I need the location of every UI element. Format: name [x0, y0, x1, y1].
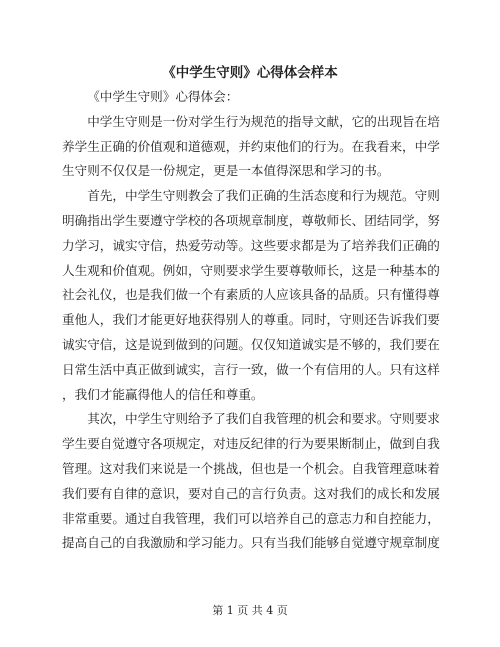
text-line: 日常生活中真正做到诚实，言行一致，做一个有信用的人。只有这样	[62, 361, 440, 377]
text-line: 诚实守信，这是说到做到的问题。仅仅知道诚实是不够的，我们要在	[62, 336, 440, 352]
paragraph-3	[62, 407, 462, 556]
text-line: 学生要自觉遵守各项规定，对违反纪律的行为要果断制止，做到自我	[62, 436, 440, 452]
text-line: 中学生守则是一份对学生行为规范的指导文献，它的出现旨在培	[87, 113, 440, 129]
document-body	[62, 85, 462, 556]
text-line: 社会礼仪，也是我们做一个有素质的人应该具备的品质。只有懂得尊	[62, 287, 440, 303]
paragraph-2	[62, 184, 462, 407]
page-number: 第 1 页 共 4 页	[212, 604, 288, 617]
text-line: 管理。这对我们来说是一个挑战，但也是一个机会。自我管理意味着	[62, 460, 440, 476]
intro-line: 《中学生守则》心得体会：	[87, 89, 239, 104]
text-line: 力学习，诚实守信，热爱劳动等。这些要求都是为了培养我们正确的	[62, 237, 440, 253]
text-line: ，我们才能赢得他人的信任和尊重。	[62, 386, 264, 402]
paragraph-1	[62, 110, 462, 184]
document-title: 《中学生守则》心得体会样本	[162, 65, 338, 81]
text-line: 我们要有自律的意识，要对自己的言行负责。这对我们的成长和发展	[62, 485, 440, 501]
text-line: 重他人，我们才能更好地获得别人的尊重。同时，守则还告诉我们要	[62, 312, 440, 328]
text-line: 明确指出学生要遵守学校的各项规章制度，尊敬师长、团结同学，努	[62, 212, 440, 228]
text-line: 非常重要。通过自我管理，我们可以培养自己的意志力和自控能力，	[62, 510, 440, 526]
text-line: 养学生正确的价值观和道德观，并约束他们的行为。在我看来，中学	[62, 138, 440, 154]
text-line: 提高自己的自我激励和学习能力。只有当我们能够自觉遵守规章制度	[62, 535, 440, 551]
text-line: 人生观和价值观。例如，守则要求学生要尊敬师长，这是一种基本的	[62, 262, 440, 278]
text-line: 生守则不仅仅是一份规定，更是一本值得深思和学习的书。	[62, 163, 390, 179]
text-line: 其次，中学生守则给予了我们自我管理的机会和要求。守则要求	[87, 411, 440, 427]
text-line: 首先，中学生守则教会了我们正确的生活态度和行为规范。守则	[87, 188, 440, 204]
